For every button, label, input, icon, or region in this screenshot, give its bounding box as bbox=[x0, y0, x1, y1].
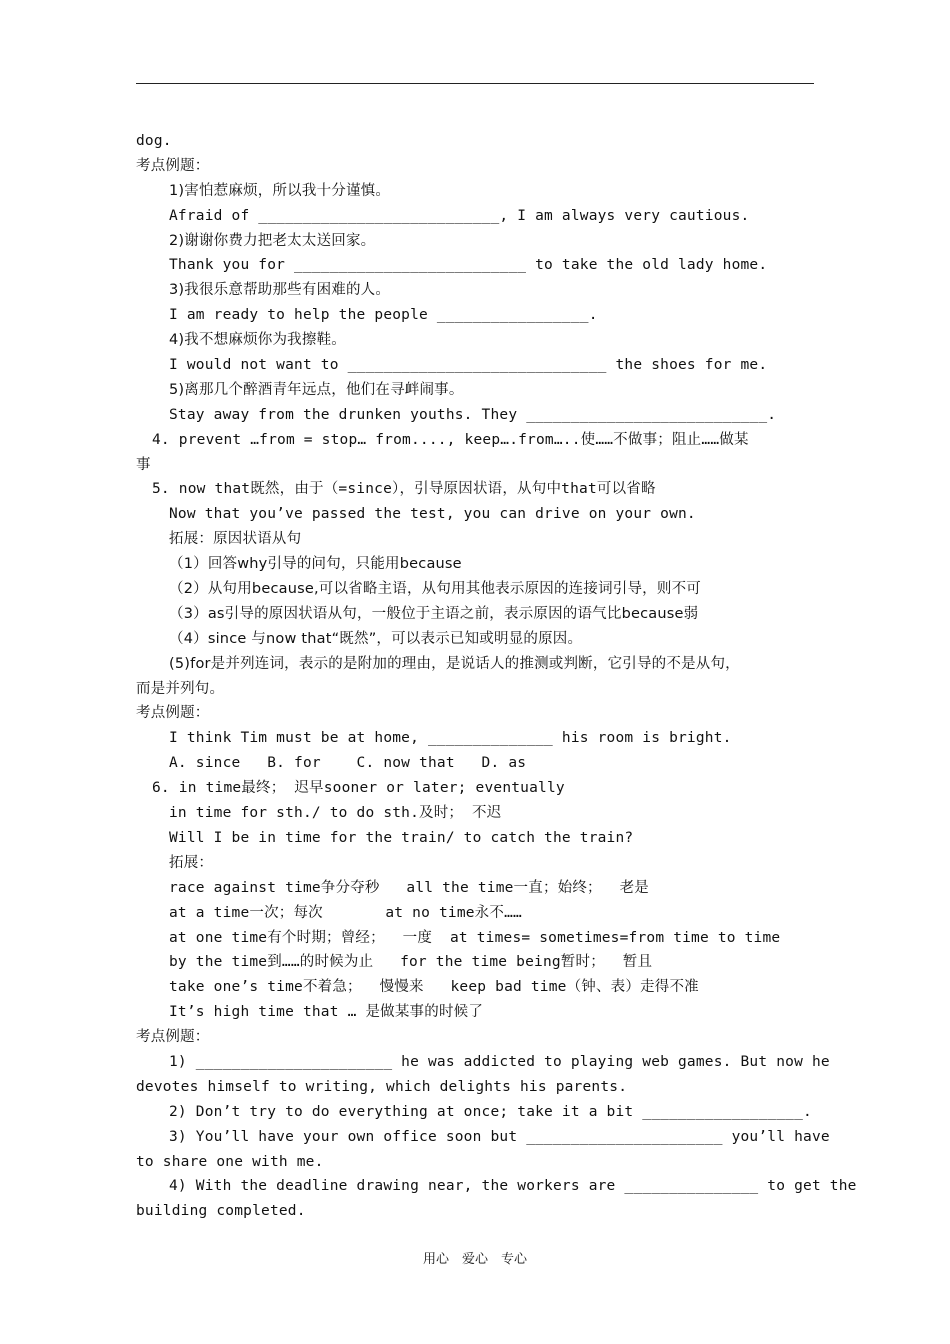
section-heading: 考点例题： bbox=[136, 705, 210, 722]
phrase-line: It’s high time that … 是做某事的时候了 bbox=[169, 1004, 484, 1021]
exercise-sentence: 1) ______________________ he was addicted to playing web games. But now he bbox=[169, 1053, 830, 1070]
phrase-line: take one’s time不着急； 慢慢来 keep bad time（钟、表）走得不准 bbox=[169, 979, 699, 996]
header-rule bbox=[136, 83, 814, 84]
phrase-line: at one time有个时期；曾经； 一度 at times= sometimes=from time to time bbox=[169, 929, 781, 946]
exercise-sentence: 4) With the deadline drawing near, the workers are _______________ to get the bbox=[169, 1178, 857, 1195]
exercise-sentence: I would not want to _____________________________ the shoes for me. bbox=[169, 357, 768, 374]
exercise-prompt: 2)谢谢你费力把老太太送回家。 bbox=[169, 232, 376, 249]
exercise-sentence: I think Tim must be at home, ______________ his room is bright. bbox=[169, 730, 732, 747]
section-heading: 考点例题： bbox=[136, 1029, 210, 1046]
exercise-sentence-continued: to share one with me. bbox=[136, 1153, 324, 1170]
grammar-point-heading: 4. prevent …from = stop… from...., keep….from…..使……不做事；阻止……做某 bbox=[152, 431, 749, 448]
exercise-prompt: 4)我不想麻烦你为我擦鞋。 bbox=[169, 332, 346, 349]
page-footer: 用心 爱心 专心 bbox=[422, 1252, 527, 1267]
document-body bbox=[136, 129, 857, 1224]
exercise-sentence: Afraid of ___________________________, I am always very cautious. bbox=[169, 207, 750, 224]
exercise-sentence: Stay away from the drunken youths. They ___________________________. bbox=[169, 406, 777, 423]
extension-heading: 拓展：原因状语从句 bbox=[169, 531, 302, 548]
exercise-sentence-continued: devotes himself to writing, which delights his parents. bbox=[136, 1078, 628, 1095]
answer-options: A. since B. for C. now that D. as bbox=[169, 755, 527, 772]
phrase-line: at a time一次；每次 at no time永不…… bbox=[169, 904, 522, 921]
text-line: 而是并列句。 bbox=[136, 680, 225, 697]
grammar-point-heading: 5. now that既然，由于（=since），引导原因状语，从句中that可以省略 bbox=[152, 481, 656, 498]
exercise-sentence: 2) Don’t try to do everything at once; take it a bit __________________. bbox=[169, 1103, 812, 1120]
section-heading: 考点例题： bbox=[136, 157, 210, 174]
extension-heading: 拓展： bbox=[169, 854, 214, 871]
example-sentence: Will I be in time for the train/ to catch the train? bbox=[169, 829, 634, 846]
phrase-line: race against time争分夺秒 all the time一直；始终； 老是 bbox=[169, 879, 650, 896]
rule-item: （4）since 与now that“既然”，可以表示已知或明显的原因。 bbox=[169, 630, 583, 647]
rule-item: （3）as引导的原因状语从句，一般位于主语之前，表示原因的语气比because弱 bbox=[169, 605, 699, 622]
grammar-point-heading: 6. in time最终； 迟早sooner or later; eventually bbox=[152, 780, 565, 797]
exercise-prompt: 5)离那几个醉酒青年远点，他们在寻衅闹事。 bbox=[169, 381, 464, 398]
exercise-sentence: Thank you for __________________________ to take the old lady home. bbox=[169, 257, 768, 274]
text-line: in time for sth./ to do sth.及时； 不迟 bbox=[169, 805, 502, 822]
phrase-line: by the time到……的时候为止 for the time being暂时； 暂且 bbox=[169, 954, 653, 971]
example-sentence: Now that you’ve passed the test, you can drive on your own. bbox=[169, 506, 696, 523]
exercise-prompt: 3)我很乐意帮助那些有困难的人。 bbox=[169, 282, 391, 299]
rule-item: (5)for是并列连词，表示的是附加的理由，是说话人的推测或判断，它引导的不是从句， bbox=[169, 655, 740, 672]
exercise-sentence: 3) You’ll have your own office soon but ______________________ you’ll have bbox=[169, 1128, 830, 1145]
rule-item: （1）回答why引导的问句，只能用because bbox=[169, 556, 462, 573]
text-line: 事 bbox=[136, 456, 151, 473]
exercise-prompt: 1)害怕惹麻烦，所以我十分谨慎。 bbox=[169, 182, 391, 199]
exercise-sentence: I am ready to help the people _________________. bbox=[169, 307, 598, 324]
exercise-sentence-continued: building completed. bbox=[136, 1203, 306, 1220]
rule-item: （2）从句用because,可以省略主语，从句用其他表示原因的连接词引导，则不可 bbox=[169, 581, 701, 598]
text-line: dog. bbox=[136, 133, 172, 149]
